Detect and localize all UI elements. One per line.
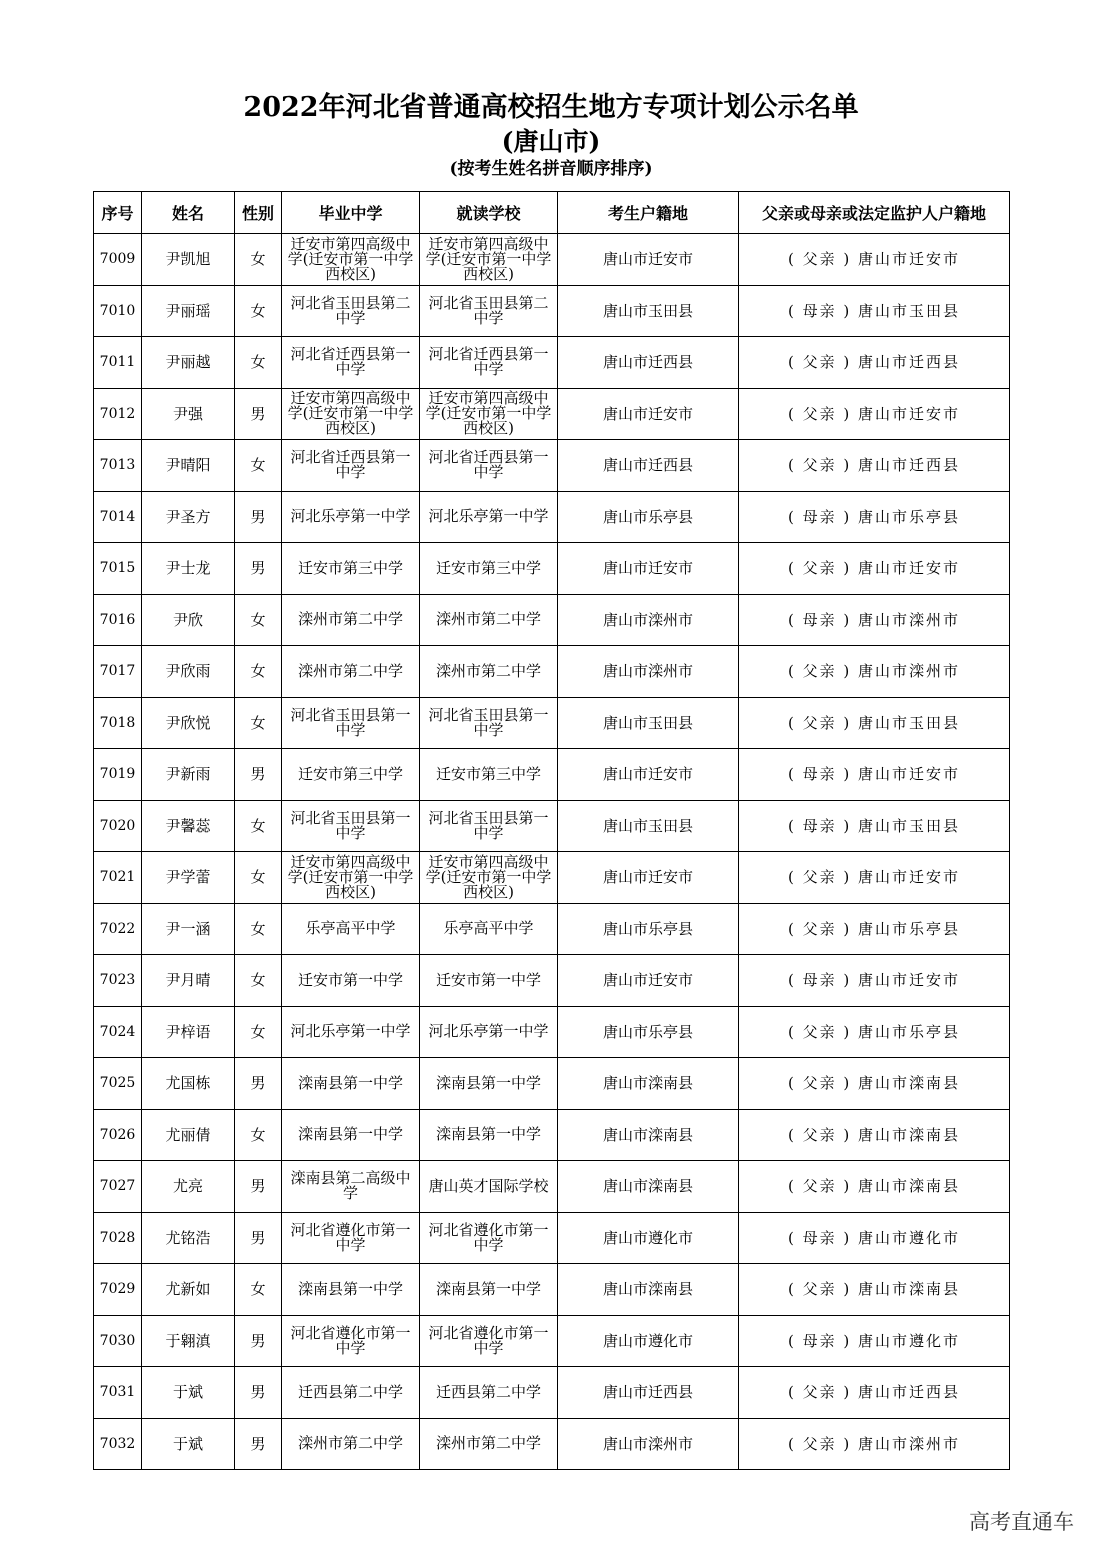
cell-name: 尹欣: [142, 594, 235, 646]
cell-index: 7009: [94, 234, 142, 286]
cell-guardian-registration: ( 母亲 ) 唐山市滦州市: [739, 594, 1010, 646]
cell-household-registration: 唐山市玉田县: [558, 285, 739, 337]
cell-index: 7011: [94, 337, 142, 389]
table-row: [94, 594, 1010, 646]
cell-guardian-registration: ( 父亲 ) 唐山市迁西县: [739, 440, 1010, 492]
cell-graduation-school: 滦州市第二中学: [282, 1418, 420, 1470]
cell-index: 7027: [94, 1161, 142, 1213]
cell-name: 尹强: [142, 388, 235, 440]
cell-guardian-registration: ( 母亲 ) 唐山市玉田县: [739, 800, 1010, 852]
header-current-school: 就读学校: [420, 192, 558, 234]
cell-name: 尹一涵: [142, 903, 235, 955]
cell-index: 7010: [94, 285, 142, 337]
cell-name: 尹晴阳: [142, 440, 235, 492]
cell-name: 尤新如: [142, 1264, 235, 1316]
cell-current-school: 滦南县第一中学: [420, 1109, 558, 1161]
table-row: [94, 1161, 1010, 1213]
cell-guardian-registration: ( 父亲 ) 唐山市迁安市: [739, 234, 1010, 286]
cell-current-school: 迁安市第四高级中学(迁安市第一中学西校区): [420, 234, 558, 286]
cell-gender: 女: [235, 697, 282, 749]
cell-graduation-school: 河北省玉田县第一中学: [282, 697, 420, 749]
cell-graduation-school: 滦州市第二中学: [282, 646, 420, 698]
cell-current-school: 河北乐亭第一中学: [420, 491, 558, 543]
header-name: 姓名: [142, 192, 235, 234]
cell-current-school: 河北省遵化市第一中学: [420, 1212, 558, 1264]
cell-guardian-registration: ( 父亲 ) 唐山市迁西县: [739, 1367, 1010, 1419]
cell-household-registration: 唐山市滦州市: [558, 1418, 739, 1470]
cell-index: 7017: [94, 646, 142, 698]
cell-household-registration: 唐山市迁西县: [558, 440, 739, 492]
table-row: [94, 1006, 1010, 1058]
cell-household-registration: 唐山市乐亭县: [558, 903, 739, 955]
cell-household-registration: 唐山市遵化市: [558, 1212, 739, 1264]
table-row: [94, 1367, 1010, 1419]
table-row: [94, 1315, 1010, 1367]
cell-index: 7021: [94, 852, 142, 904]
cell-guardian-registration: ( 母亲 ) 唐山市遵化市: [739, 1212, 1010, 1264]
cell-current-school: 河北省迁西县第一中学: [420, 337, 558, 389]
cell-graduation-school: 迁安市第四高级中学(迁安市第一中学西校区): [282, 852, 420, 904]
cell-gender: 女: [235, 646, 282, 698]
cell-gender: 女: [235, 440, 282, 492]
cell-gender: 女: [235, 285, 282, 337]
cell-name: 尹丽越: [142, 337, 235, 389]
cell-gender: 男: [235, 1212, 282, 1264]
cell-graduation-school: 迁安市第三中学: [282, 749, 420, 801]
cell-household-registration: 唐山市滦州市: [558, 594, 739, 646]
cell-gender: 女: [235, 903, 282, 955]
cell-index: 7032: [94, 1418, 142, 1470]
cell-guardian-registration: ( 母亲 ) 唐山市迁安市: [739, 749, 1010, 801]
cell-guardian-registration: ( 父亲 ) 唐山市迁安市: [739, 543, 1010, 595]
cell-gender: 女: [235, 955, 282, 1007]
cell-name: 尹圣方: [142, 491, 235, 543]
table-row: [94, 1212, 1010, 1264]
cell-gender: 女: [235, 1109, 282, 1161]
cell-gender: 女: [235, 337, 282, 389]
cell-gender: 男: [235, 749, 282, 801]
cell-guardian-registration: ( 父亲 ) 唐山市滦南县: [739, 1264, 1010, 1316]
cell-guardian-registration: ( 父亲 ) 唐山市滦州市: [739, 1418, 1010, 1470]
cell-guardian-registration: ( 母亲 ) 唐山市迁安市: [739, 955, 1010, 1007]
cell-guardian-registration: ( 母亲 ) 唐山市玉田县: [739, 285, 1010, 337]
cell-gender: 男: [235, 1315, 282, 1367]
cell-household-registration: 唐山市迁安市: [558, 388, 739, 440]
cell-graduation-school: 滦南县第一中学: [282, 1264, 420, 1316]
cell-name: 尹新雨: [142, 749, 235, 801]
cell-graduation-school: 滦南县第一中学: [282, 1058, 420, 1110]
cell-household-registration: 唐山市滦州市: [558, 646, 739, 698]
cell-household-registration: 唐山市迁安市: [558, 852, 739, 904]
cell-household-registration: 唐山市玉田县: [558, 697, 739, 749]
cell-graduation-school: 河北乐亭第一中学: [282, 491, 420, 543]
cell-index: 7019: [94, 749, 142, 801]
cell-index: 7020: [94, 800, 142, 852]
cell-guardian-registration: ( 父亲 ) 唐山市玉田县: [739, 697, 1010, 749]
cell-current-school: 迁安市第三中学: [420, 543, 558, 595]
cell-gender: 男: [235, 1367, 282, 1419]
cell-graduation-school: 迁安市第三中学: [282, 543, 420, 595]
cell-index: 7018: [94, 697, 142, 749]
cell-graduation-school: 河北省迁西县第一中学: [282, 337, 420, 389]
table-row: [94, 800, 1010, 852]
table-row: [94, 1418, 1010, 1470]
cell-graduation-school: 河北省玉田县第二中学: [282, 285, 420, 337]
table-row: [94, 646, 1010, 698]
cell-name: 尤丽倩: [142, 1109, 235, 1161]
cell-current-school: 河北省迁西县第一中学: [420, 440, 558, 492]
table-row: [94, 337, 1010, 389]
cell-gender: 女: [235, 594, 282, 646]
cell-current-school: 迁安市第四高级中学(迁安市第一中学西校区): [420, 388, 558, 440]
cell-gender: 男: [235, 1161, 282, 1213]
cell-index: 7025: [94, 1058, 142, 1110]
table-row: [94, 903, 1010, 955]
cell-graduation-school: 河北省遵化市第一中学: [282, 1315, 420, 1367]
watermark: 高考直通车: [969, 1510, 1074, 1534]
table-row: [94, 285, 1010, 337]
cell-household-registration: 唐山市迁安市: [558, 749, 739, 801]
table-row: [94, 1264, 1010, 1316]
cell-graduation-school: 滦南县第一中学: [282, 1109, 420, 1161]
page-subtitle-city: (唐山市): [501, 127, 601, 156]
cell-name: 尹馨蕊: [142, 800, 235, 852]
header-household-registration: 考生户籍地: [558, 192, 739, 234]
cell-household-registration: 唐山市滦南县: [558, 1161, 739, 1213]
cell-graduation-school: 滦南县第二高级中学: [282, 1161, 420, 1213]
cell-name: 尹丽瑶: [142, 285, 235, 337]
cell-name: 于斌: [142, 1418, 235, 1470]
cell-gender: 男: [235, 491, 282, 543]
cell-guardian-registration: ( 父亲 ) 唐山市乐亭县: [739, 903, 1010, 955]
table-row: [94, 388, 1010, 440]
cell-current-school: 河北省遵化市第一中学: [420, 1315, 558, 1367]
cell-household-registration: 唐山市迁安市: [558, 955, 739, 1007]
cell-gender: 男: [235, 543, 282, 595]
table-body: [94, 234, 1010, 1470]
cell-gender: 女: [235, 1264, 282, 1316]
cell-name: 尹月晴: [142, 955, 235, 1007]
cell-gender: 女: [235, 1006, 282, 1058]
cell-household-registration: 唐山市滦南县: [558, 1109, 739, 1161]
cell-current-school: 唐山英才国际学校: [420, 1161, 558, 1213]
cell-household-registration: 唐山市迁西县: [558, 1367, 739, 1419]
cell-household-registration: 唐山市迁安市: [558, 234, 739, 286]
cell-guardian-registration: ( 父亲 ) 唐山市迁西县: [739, 337, 1010, 389]
table-row: [94, 543, 1010, 595]
cell-name: 尹梓语: [142, 1006, 235, 1058]
cell-index: 7026: [94, 1109, 142, 1161]
cell-household-registration: 唐山市迁安市: [558, 543, 739, 595]
page-title: 2022年河北省普通高校招生地方专项计划公示名单: [243, 92, 859, 123]
page-subtitle-sort-note: (按考生姓名拼音顺序排序): [449, 159, 653, 179]
cell-index: 7013: [94, 440, 142, 492]
table-row: [94, 955, 1010, 1007]
cell-current-school: 河北省玉田县第二中学: [420, 285, 558, 337]
cell-graduation-school: 迁安市第四高级中学(迁安市第一中学西校区): [282, 234, 420, 286]
cell-current-school: 乐亭高平中学: [420, 903, 558, 955]
cell-name: 于翱滇: [142, 1315, 235, 1367]
cell-current-school: 滦南县第一中学: [420, 1264, 558, 1316]
cell-current-school: 滦州市第二中学: [420, 1418, 558, 1470]
header-gender: 性别: [235, 192, 282, 234]
cell-guardian-registration: ( 父亲 ) 唐山市滦南县: [739, 1109, 1010, 1161]
cell-graduation-school: 河北省遵化市第一中学: [282, 1212, 420, 1264]
table-row: [94, 234, 1010, 286]
table-row: [94, 440, 1010, 492]
cell-index: 7029: [94, 1264, 142, 1316]
cell-name: 尹士龙: [142, 543, 235, 595]
cell-index: 7028: [94, 1212, 142, 1264]
cell-index: 7023: [94, 955, 142, 1007]
cell-current-school: 河北省玉田县第一中学: [420, 697, 558, 749]
header-guardian-registration: 父亲或母亲或法定监护人户籍地: [739, 192, 1010, 234]
cell-name: 尹学蕾: [142, 852, 235, 904]
cell-index: 7012: [94, 388, 142, 440]
cell-guardian-registration: ( 父亲 ) 唐山市乐亭县: [739, 1006, 1010, 1058]
cell-guardian-registration: ( 父亲 ) 唐山市滦州市: [739, 646, 1010, 698]
cell-household-registration: 唐山市乐亭县: [558, 1006, 739, 1058]
cell-guardian-registration: ( 母亲 ) 唐山市遵化市: [739, 1315, 1010, 1367]
cell-name: 尹欣悦: [142, 697, 235, 749]
cell-household-registration: 唐山市遵化市: [558, 1315, 739, 1367]
cell-guardian-registration: ( 父亲 ) 唐山市迁安市: [739, 852, 1010, 904]
cell-graduation-school: 迁西县第二中学: [282, 1367, 420, 1419]
cell-graduation-school: 迁安市第四高级中学(迁安市第一中学西校区): [282, 388, 420, 440]
cell-guardian-registration: ( 父亲 ) 唐山市迁安市: [739, 388, 1010, 440]
cell-current-school: 滦南县第一中学: [420, 1058, 558, 1110]
table-row: [94, 697, 1010, 749]
table-row: [94, 491, 1010, 543]
cell-index: 7016: [94, 594, 142, 646]
cell-name: 尤铭浩: [142, 1212, 235, 1264]
cell-name: 于斌: [142, 1367, 235, 1419]
header-graduation-school: 毕业中学: [282, 192, 420, 234]
cell-gender: 女: [235, 852, 282, 904]
cell-current-school: 迁安市第一中学: [420, 955, 558, 1007]
cell-guardian-registration: ( 父亲 ) 唐山市滦南县: [739, 1161, 1010, 1213]
cell-current-school: 滦州市第二中学: [420, 646, 558, 698]
candidate-table: [93, 191, 1010, 1470]
cell-gender: 男: [235, 388, 282, 440]
cell-current-school: 河北乐亭第一中学: [420, 1006, 558, 1058]
cell-index: 7014: [94, 491, 142, 543]
cell-name: 尹凯旭: [142, 234, 235, 286]
cell-graduation-school: 河北省玉田县第一中学: [282, 800, 420, 852]
cell-household-registration: 唐山市乐亭县: [558, 491, 739, 543]
cell-name: 尹欣雨: [142, 646, 235, 698]
cell-name: 尤国栋: [142, 1058, 235, 1110]
cell-current-school: 滦州市第二中学: [420, 594, 558, 646]
cell-guardian-registration: ( 父亲 ) 唐山市滦南县: [739, 1058, 1010, 1110]
cell-graduation-school: 滦州市第二中学: [282, 594, 420, 646]
table-row: [94, 749, 1010, 801]
cell-name: 尤亮: [142, 1161, 235, 1213]
cell-household-registration: 唐山市玉田县: [558, 800, 739, 852]
cell-household-registration: 唐山市迁西县: [558, 337, 739, 389]
table-row: [94, 1058, 1010, 1110]
cell-index: 7030: [94, 1315, 142, 1367]
cell-current-school: 迁西县第二中学: [420, 1367, 558, 1419]
cell-household-registration: 唐山市滦南县: [558, 1058, 739, 1110]
cell-gender: 男: [235, 1418, 282, 1470]
cell-index: 7015: [94, 543, 142, 595]
header-index: 序号: [94, 192, 142, 234]
table-row: [94, 1109, 1010, 1161]
cell-current-school: 迁安市第三中学: [420, 749, 558, 801]
cell-gender: 女: [235, 234, 282, 286]
cell-graduation-school: 河北乐亭第一中学: [282, 1006, 420, 1058]
table-header-row: [94, 192, 1010, 234]
cell-gender: 男: [235, 1058, 282, 1110]
cell-current-school: 迁安市第四高级中学(迁安市第一中学西校区): [420, 852, 558, 904]
cell-guardian-registration: ( 母亲 ) 唐山市乐亭县: [739, 491, 1010, 543]
cell-household-registration: 唐山市滦南县: [558, 1264, 739, 1316]
cell-index: 7022: [94, 903, 142, 955]
cell-graduation-school: 迁安市第一中学: [282, 955, 420, 1007]
cell-current-school: 河北省玉田县第一中学: [420, 800, 558, 852]
cell-graduation-school: 河北省迁西县第一中学: [282, 440, 420, 492]
cell-index: 7024: [94, 1006, 142, 1058]
cell-graduation-school: 乐亭高平中学: [282, 903, 420, 955]
cell-index: 7031: [94, 1367, 142, 1419]
cell-gender: 女: [235, 800, 282, 852]
table-row: [94, 852, 1010, 904]
